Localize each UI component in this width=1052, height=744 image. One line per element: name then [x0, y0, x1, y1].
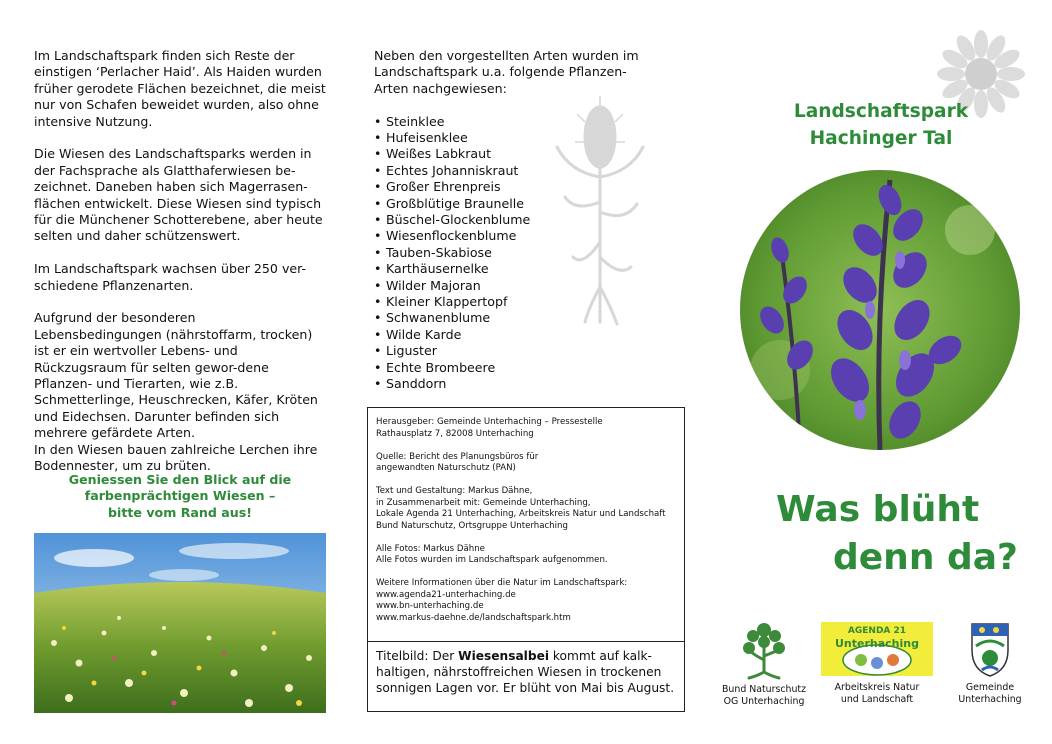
main-title-line-2: denn da? [833, 537, 1018, 578]
svg-text:Unterhaching: Unterhaching [835, 637, 919, 650]
logo-gemeinde [930, 620, 1050, 707]
list-item: • Karthäusernelke [374, 261, 654, 277]
agenda21-icon [821, 620, 933, 678]
species-list [374, 114, 654, 393]
list-item: • Büschel-Glockenblume [374, 212, 654, 228]
paragraph-perlacher-haid: Im Landschaftspark finden sich Reste der einstigen ‘Perlacher Haid’. Als Haiden wurden früher gerodete Flächen bezeichnet, die meist nur von Schafen beweidet wurden, also ohne intensive Nutzung. [34, 48, 326, 129]
list-item: • Großblütige Braunelle [374, 196, 654, 212]
list-item: • Schwanenblume [374, 310, 654, 326]
meadow-notice: Geniessen Sie den Blick auf die farbenprächtigen Wiesen – bitte vom Rand aus! [68, 472, 292, 520]
list-item: • Hufeisenklee [374, 130, 654, 146]
list-item: • Weißes Labkraut [374, 146, 654, 162]
list-item: • Wiesenflockenblume [374, 228, 654, 244]
list-item: • Echte Brombeere [374, 360, 654, 376]
logo-gem-caption: Gemeinde Unterhaching [958, 682, 1022, 706]
link-agenda21: www.agenda21-unterhaching.de [376, 589, 516, 600]
list-item: • Tauben-Skabiose [374, 245, 654, 261]
tree-icon [739, 620, 789, 680]
cover-caption: Titelbild: Der Wiesensalbei kommt auf kalk-haltigen, nährstoffreichen Wiesen in trockenen sonnigen Lagen vor. Er blüht von Mai bis August. [376, 649, 675, 696]
park-title: Landschaftspark Hachinger Tal [793, 101, 969, 149]
list-item: • Großer Ehrenpreis [374, 179, 654, 195]
paragraph-glatthaferwiesen: Die Wiesen des Landschaftsparks werden in der Fachsprache als Glatthaferwiesen be-zeichnet. Daneben haben sich Magerrasen-flächen entwickelt. Diese Wiesen sind typisch für die Münchener Schotterebene, aber heute selten und daher schützenswert. [34, 146, 323, 244]
coat-of-arms-icon [968, 620, 1012, 678]
logo-bund-naturschutz [704, 620, 824, 709]
main-title-line-1: Was blüht [776, 489, 980, 530]
list-item: • Wilde Karde [374, 327, 654, 343]
imprint-publisher: Herausgeber: Gemeinde Unterhaching – Pressestelle Rathausplatz 7, 82008 Unterhaching [376, 417, 603, 439]
paragraph-plant-count: Im Landschaftspark wachsen über 250 ver-schiedene Pflanzenarten. [34, 261, 307, 293]
list-item: • Wilder Majoran [374, 278, 654, 294]
logo-ak-caption: Arbeitskreis Natur und Landschaft [834, 682, 920, 706]
list-item: • Liguster [374, 343, 654, 359]
list-item: • Kleiner Klappertopf [374, 294, 654, 310]
imprint-divider [368, 641, 684, 642]
species-intro: Neben den vorgestellten Arten wurden im Landschaftspark u.a. folgende Pflanzen-Arten nachgewiesen: [374, 48, 639, 96]
list-item: • Echtes Johanniskraut [374, 163, 654, 179]
svg-text:AGENDA 21: AGENDA 21 [847, 626, 907, 636]
left-column [34, 48, 326, 491]
imprint-design: Text und Gestaltung: Markus Dähne, in Zusammenarbeit mit: Gemeinde Unterhaching, Lokale Agenda 21 Unterhaching, Arbeitskreis Natur und Landschaft Bund Naturschutz, Ortsgruppe Unterhaching [376, 486, 666, 531]
list-item: • Steinklee [374, 114, 654, 130]
link-markus-daehne: www.markus-daehne.de/landschaftspark.htm [376, 612, 571, 623]
paragraph-larks: In den Wiesen bauen zahlreiche Lerchen ihre Bodennester, um zu brüten. [34, 441, 318, 474]
paragraph-habitat: Aufgrund der besonderen Lebensbedingungen (nährstoffarm, trocken) ist er ein wertvoller Lebens- und Rückzugsraum für selten gewor-dene Pflanzen- und Tierarten, wie z.B. Schmetterlinge, Heuschrecken, Käfer, Kröten und Eidechsen. Darunter befinden sich mehrere gefärdete Arten. [34, 310, 318, 441]
meadow-sage-photo [740, 170, 1020, 450]
imprint-photos: Alle Fotos: Markus Dähne Alle Fotos wurden im Landschaftspark aufgenommen. [376, 543, 608, 565]
imprint-text [376, 417, 678, 636]
imprint-box [367, 407, 685, 712]
meadow-photo [34, 533, 326, 713]
imprint-source: Quelle: Bericht des Planungsbüros für angewandten Naturschutz (PAN) [376, 451, 539, 473]
imprint-more-info: Weitere Informationen über die Natur im Landschaftspark: www.agenda21-unterhaching.de www.bn-unterhaching.de www.markus-daehne.de/landschaftspark.htm [376, 578, 628, 623]
link-bn: www.bn-unterhaching.de [376, 601, 484, 611]
middle-column [374, 48, 654, 393]
logo-bn-caption: Bund Naturschutz OG Unterhaching [722, 684, 806, 708]
logo-agenda21 [817, 620, 937, 707]
list-item: • Sanddorn [374, 376, 654, 392]
